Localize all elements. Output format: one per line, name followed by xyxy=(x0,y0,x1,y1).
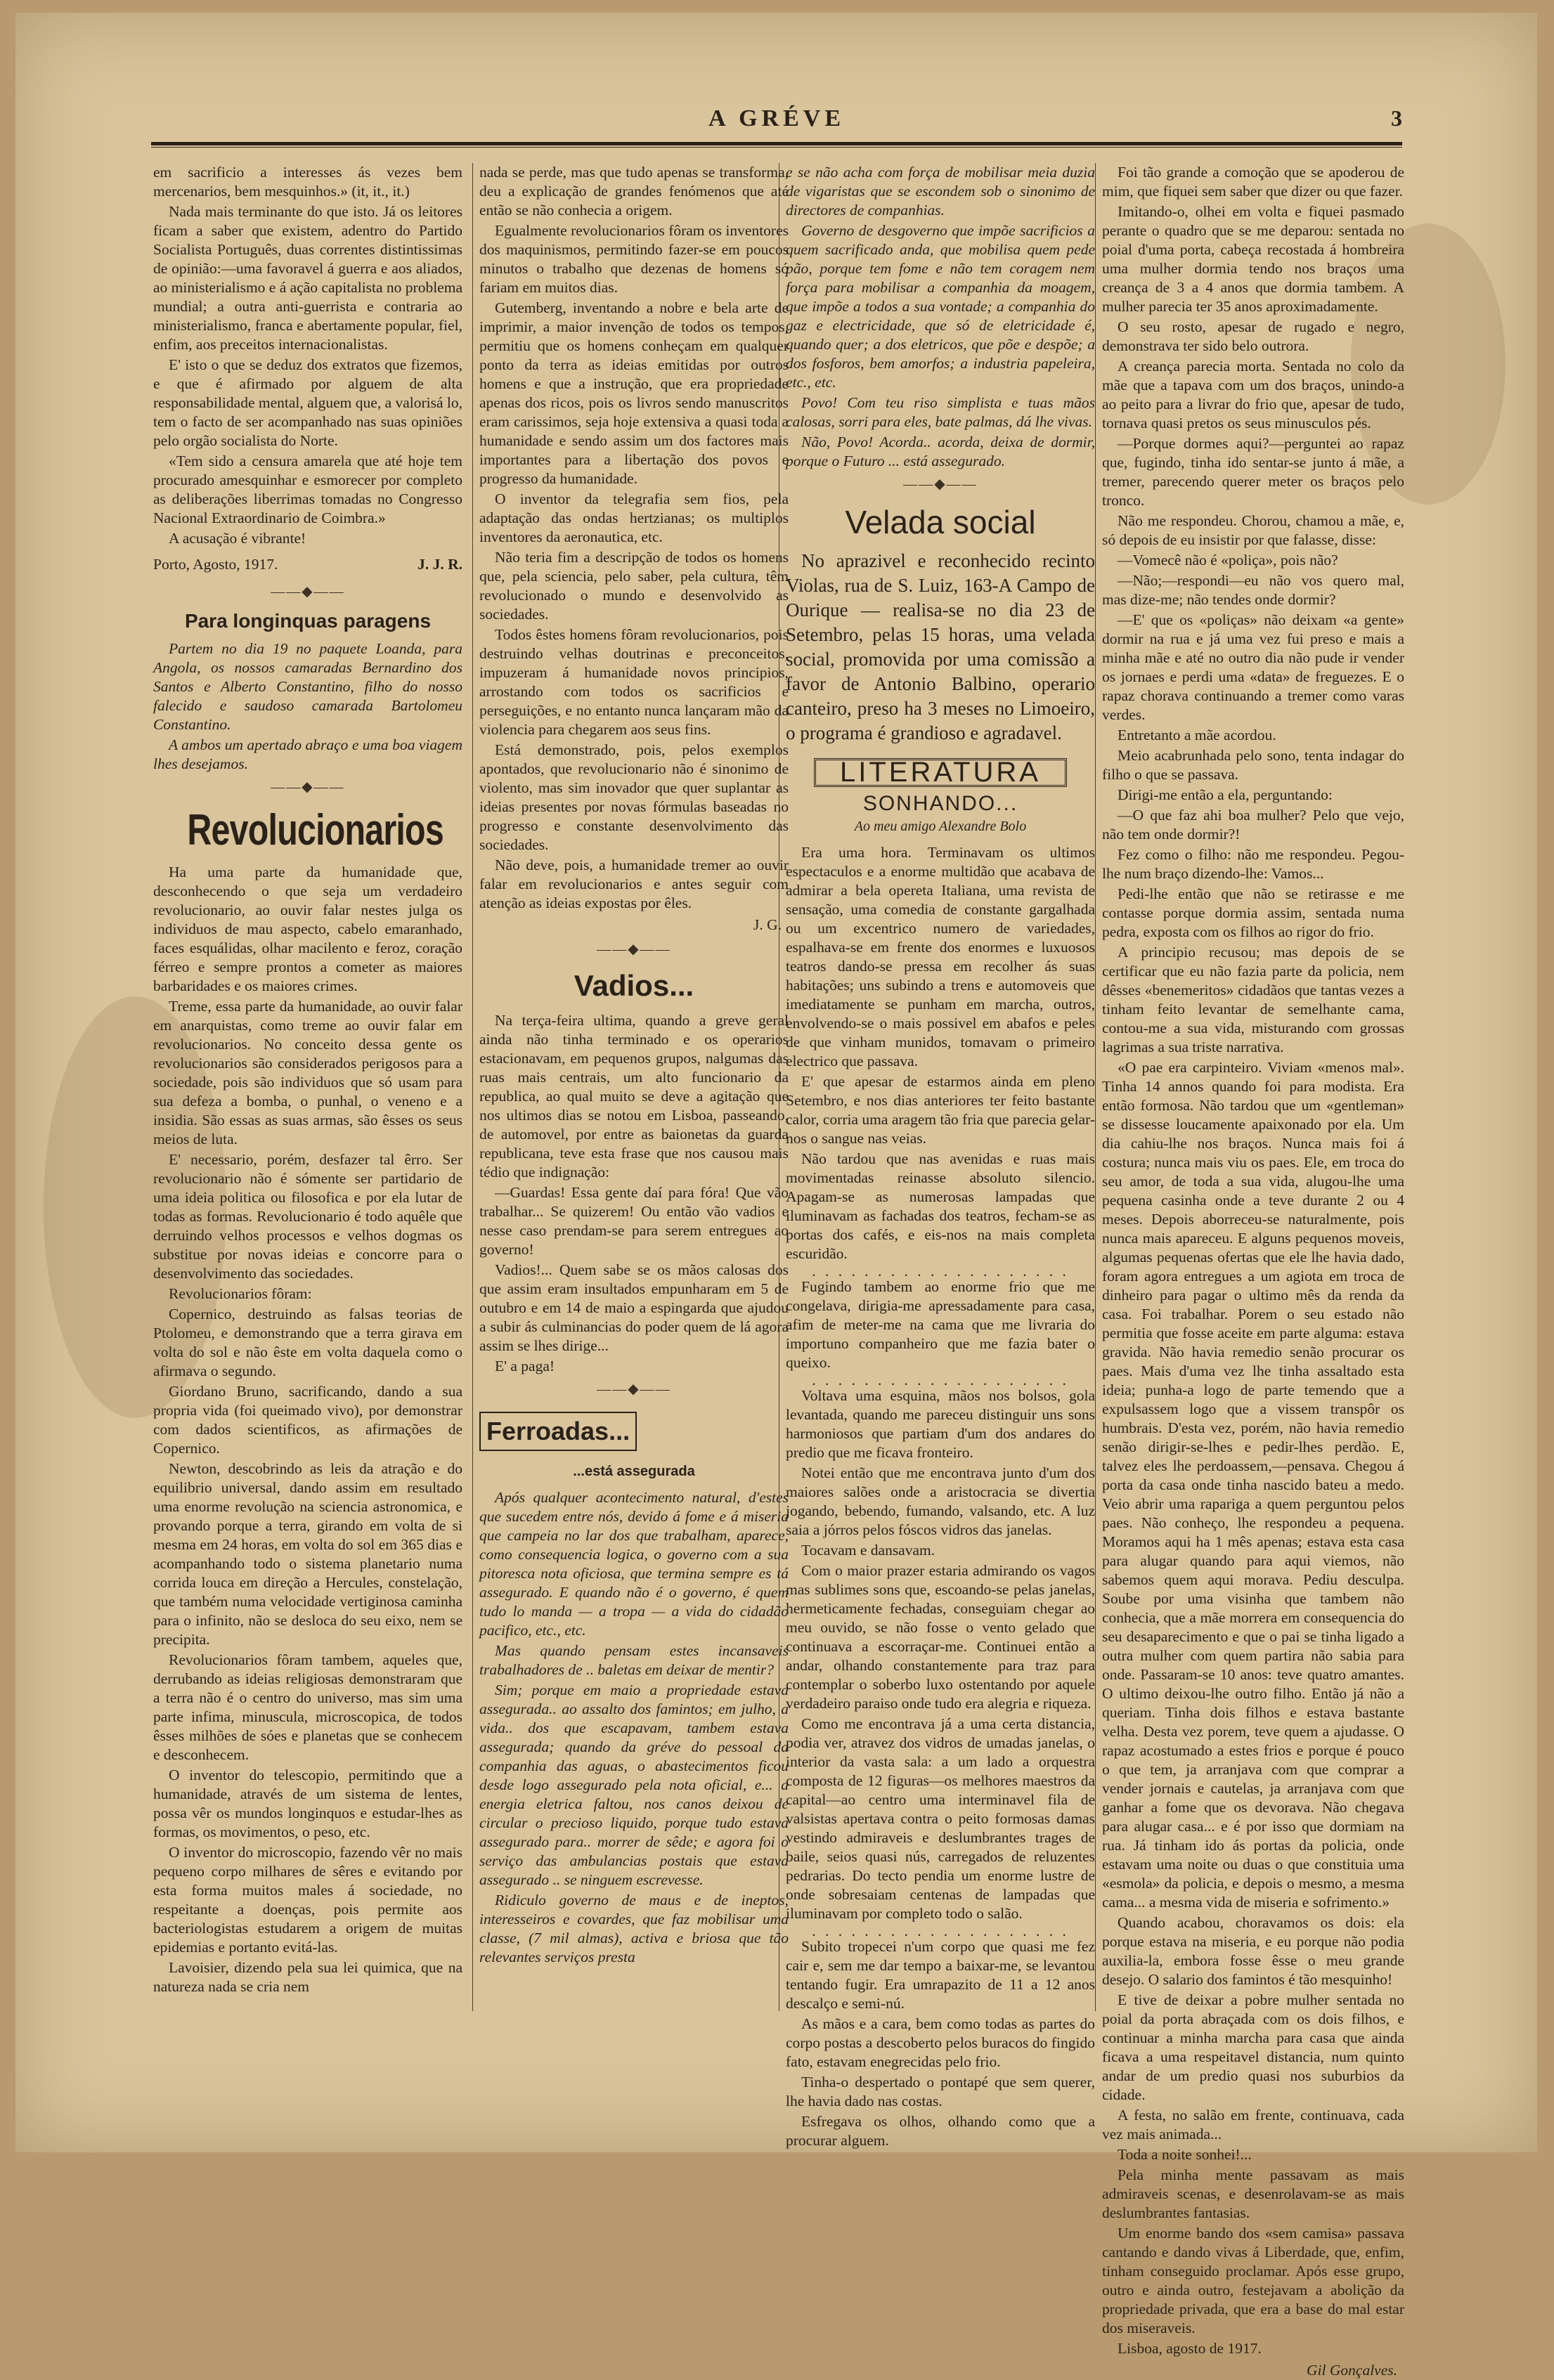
article-title: Velada social xyxy=(845,504,1036,540)
divider-ornament: ——◆—— xyxy=(271,779,345,795)
paragraph: Notei então que me encontrava junto d'um dos maiores salões onde a aristocracia se divertia jogando, bebendo, fumando, valsando, etc. A luz saia a jórros pelos fóscos vidros das janelas. xyxy=(786,1464,1095,1538)
paragraph: Após qualquer acontecimento natural, d'estes que sucedem entre nós, devido á fome e á miseria que campeia no lar dos que trabalham, aparece, como consequencia logica, o governo com a sua pitoresca nota oficiosa, que termina sempre es tá assegurado. E quando não é o governo, é quem tudo lo manda — a tropa — a vida do cidadão pacifico, etc., etc. xyxy=(479,1489,789,1639)
divider-ornament: ——◆—— xyxy=(597,942,671,957)
article-title: Revolucionarios xyxy=(187,806,443,854)
column-divider xyxy=(472,163,473,2011)
ferroadas-heading-wrap xyxy=(479,1403,789,1458)
signature-place: Porto, Agosto, 1917. xyxy=(153,556,278,573)
article-title: Ferroadas... xyxy=(479,1412,637,1451)
article-title: Vadios... xyxy=(574,969,694,1002)
paragraph: Pedi-lhe então que não se retirasse e me contasse porque dormia assim, sentada numa pedra, exposta com os filhos ao rigor do frio. xyxy=(1102,885,1404,940)
paragraph: A creança parecia morta. Sentada no colo da mãe que a tapava com um dos braços, unindo-a ao peito para a livrar do frio que, apesar de tudo, tornava quasi pretos os seus minusculos pés. xyxy=(1102,358,1404,431)
paragraph: Treme, essa parte da humanidade, ao ouvir falar em anarquistas, como treme ao ouvir falar em revolucionarios. No conceito dessa gente os revolucionarios são considerados perigosos para a sociedade, pois são individuos que só usam para sua defeza a bomba, o punhal, o veneno e a insidia. São essas as suas armas, são êsses os seus meios de luta. xyxy=(153,998,462,1147)
paragraph: E' necessario, porém, desfazer tal êrro. Ser revolucionario não é sómente ser partidario de uma ideia politica ou filosofica e por ela lutar de todas as formas. Revolucionario é todo aquêle que derruindo velhos processos e velhos dogmas os substitue por novas ideias e concorre para o desenvolvimento das sociedades. xyxy=(153,1151,462,1282)
paragraph: Fugindo tambem ao enorme frio que me congelava, dirigia-me apressadamente para casa, afim de meter-me na cama que me livraria do importuno companheiro que me fazia bater o queixo. xyxy=(786,1278,1095,1371)
paragraph: Na terça-feira ultima, quando a greve geral ainda não tinha terminado e os operarios estacionavam, em pequenos grupos, nalgumas das ruas mais centrais, um alto funcionario da republica, ao qual muito se deve a agitação que nos ultimos dias se notou em Lisboa, passeando, de automovel, por entre as baionetas da guarda republicana, teve esta frase que nos causou mais tédio que indignação: xyxy=(479,1012,789,1181)
paragraph: O inventor do telescopio, permitindo que a humanidade, através de um sistema de lentes, possa vêr os mundos longinquos e estudar-lhes as formas, os movimentos, o peso, etc. xyxy=(153,1767,462,1840)
paragraph: Era uma hora. Terminavam os ultimos espectaculos e a enorme multidão que acabava de admirar a bela opereta Italiana, uma revista de sensação, uma comedia de constante gargalhada ou um excentrico numero de variedades, espalhava-se em frente dos enormes e luxuosos teatros dando-se pressa em recolher ás suas habitações; uns subindo a trens e automoveis que imediatamente se punham em marcha, outros, envolvendo-se o mais possivel em abafos e peles de que vinham munidos, tomavam o primeiro electrico que passava. xyxy=(786,844,1095,1069)
paragraph: Povo! Com teu riso simplista e tuas mãos calosas, sorri para eles, bate palmas, dá lhe vivas. xyxy=(786,394,1095,430)
paragraph: Todos êstes homens fôram revolucionarios, pois destruindo velhas doutrinas e preconceitos, impuzeram á humanidade novos principios, arrostando com todos os sacrificios e perseguições, e no entanto nunca lançaram mão da violencia para chegarem aos seus fins. xyxy=(479,626,789,738)
paragraph: Não tardou que nas avenidas e ruas mais movimentadas reinasse absoluto silencio. Apagam-se as numerosas lampadas que iluminavam as fachadas dos teatros, fecham-se as portas dos cafés, e eis-nos na mais completa escuridão. xyxy=(786,1150,1095,1262)
paragraph: Meio acabrunhada pelo sono, tenta indagar do filho o que se passava. xyxy=(1102,747,1404,783)
divider-ornament: ——◆—— xyxy=(597,1381,671,1397)
paragraph: Voltava uma esquina, mãos nos bolsos, gola levantada, quando me pareceu distinguir uns sons harmoniosos que partiam d'um dos andares do predio que me ficava fronteiro. xyxy=(786,1387,1095,1461)
paragraph: Gutemberg, inventando a nobre e bela arte de imprimir, a maior invenção de todos os tempos, permitiu que os homens conheçam em qualquer ponto da terra as ideias emitidas por outros homens e que a instrução, que era propriedade apenas dos ricos, pois os livros sendo manuscritos eram carissimos, seja hoje extensiva a quasi toda a humanidade e sendo assim um dos factores mais importantes para a libertação dos povos e progresso da humanidade. xyxy=(479,299,789,487)
paragraph: —Não;—respondi—eu não vos quero mal, mas dize-me; não tendes onde dormir? xyxy=(1102,572,1404,608)
page-header xyxy=(151,105,1402,144)
paragraph: Vadios!... Quem sabe se os mãos calosas dos que assim eram insultados empunharam em 5 de outubro e em 14 de maio a espingarda que ajudou a subir ás culminancias do poder quem de lá agora assim se lhes dirige... xyxy=(479,1261,789,1354)
paragraph: —Porque dormes aqui?—perguntei ao rapaz que, fugindo, tinha ido sentar-se junto á mãe, a tremer, parecendo querer meter os braços pelo tronco. xyxy=(1102,435,1404,509)
paragraph: O inventor da telegrafia sem fios, pela adaptação das ondas hertzianas; os multiplos inventores da aeronautica, etc. xyxy=(479,490,789,545)
paragraph: Um enorme bando dos «sem camisa» passava cantando e dando vivas á Liberdade, que, enfim, tinham conseguido proclamar. Após esse grupo, outro e ainda outro, festejavam a abolição da propriedade privada, que era a base do mal estar dos miseraveis. xyxy=(1102,2225,1404,2336)
column-4 xyxy=(1102,163,1404,2379)
paragraph: Governo de desgoverno que impõe sacrificios a quem sacrificado anda, que mobilisa quem pede pão, porque tem fome e não tem coragem nem força para mobilisar a companhia da moagem, que impõe a todos a sua vontade; a companhia do gaz e electricidade, que só de eletricidade é, quando quer; a dos eletricos, que põe e despõe; a dos fosforos, bem amorfos; a industria papeleira, etc., etc. xyxy=(786,222,1095,391)
article-signature: J. G. xyxy=(753,916,782,933)
paragraph: Dirigi-me então a ela, perguntando: xyxy=(1118,786,1333,803)
column-1 xyxy=(153,163,462,2004)
paragraph: A festa, no salão em frente, continuava, cada vez mais animada... xyxy=(1102,2107,1404,2142)
paragraph: Ridiculo governo de maus e de ineptos, interesseiros e covardes, que faz mobilisar uma classe, (7 mil almas), activa e briosa que tão relevantes serviços presta xyxy=(479,1892,789,1965)
header-rule xyxy=(151,142,1402,148)
paragraph: O inventor do microscopio, fazendo vêr no mais pequeno corpo milhares de sêres e evitando por esta forma muitos males á sociedade, no respeitante a doenças, pois permite aos bacteriologistas estudarem a origem de muitas epidemias e portanto evitá-las. xyxy=(153,1844,462,1956)
paragraph: Toda a noite sonhei!... xyxy=(1118,2146,1252,2163)
article-signature: Gil Gonçalves. xyxy=(1307,2362,1397,2379)
paragraph: Quando acabou, choravamos os dois: ela porque estava na miseria, e eu porque não podia auxilia-la, embora fosse êsse o meu grande desejo. O salario dos famintos é tão mesquinho! xyxy=(1102,1914,1404,1988)
paragraph: Lisboa, agosto de 1917. xyxy=(1118,2340,1262,2357)
article-signature xyxy=(153,555,462,574)
paragraph: em sacrificio a interesses ás vezes bem mercenarios, bem mesquinhos.» (it, it., it.) xyxy=(153,164,462,200)
paragraph: «Tem sido a censura amarela que até hoje tem procurado amesquinhar e esmorecer por completo as deliberações liberrimas tomadas no Congresso Nacional Extraordinario de Coimbra.» xyxy=(153,453,462,526)
dotted-separator: . . . . . . . . . . . . . . . . . . . . xyxy=(812,1372,1069,1389)
dedication: Ao meu amigo Alexandre Bolo xyxy=(854,819,1027,834)
dotted-separator: . . . . . . . . . . . . . . . . . . . . xyxy=(812,1263,1069,1280)
article-title: SONHANDO... xyxy=(862,792,1018,815)
paragraph: A ambos um apertado abraço e uma boa viagem lhes desejamos. xyxy=(153,736,462,772)
paragraph: Newton, descobrindo as leis da atração e do equilibrio universal, dando assim em resultado uma enorme revolução na sciencia astronomica, e provando porque a terra, girando em volta de si mesma em 24 horas, em volta do sol em 365 dias e acompanhando todo o sistema planetario numa corrida louca em direção a Hercules, constelação, que também numa velocidade vertiginosa caminha para o infinito, não se desloca do seu eixo, nem se precipita. xyxy=(153,1460,462,1648)
paragraph: Nada mais terminante do que isto. Já os leitores ficam a saber que existem, adentro do Partido Socialista Português, duas correntes distintissimas de opinião:—uma favoravel á guerra e aos aliados, ao ministerialismo e á ação capitalista no problema mundial; a outra anti-guerrista e contraria ao ministerialismo, franca e abertamente popular, fiel, enfim, aos preceitos internacionalistas. xyxy=(153,203,462,353)
section-subheading: ...está assegurada xyxy=(573,1464,695,1479)
paragraph: Imitando-o, olhei em volta e fiquei pasmado perante o quadro que se me deparou: sentada no poial d'uma porta, cabeça recostada á hombreira uma mulher dormia tendo nos braços uma creança de 3 a 4 anos que dormia tambem. A mulher parecia ter 35 anos aproximadamente. xyxy=(1102,203,1404,315)
paragraph: —E' que os «poliças» não deixam «a gente» dormir na rua e já uma vez fui preso e mais a minha mãe e até no outro dia não pude ir vender os jornaes e perdi uma «data» de freguezes. E o rapaz chorava continuando a tremer como varas verdes. xyxy=(1102,611,1404,723)
signature-name: J. J. R. xyxy=(417,556,462,573)
paragraph: Tinha-o despertado o pontapé que sem querer, lhe havia dado nas costas. xyxy=(786,2074,1095,2109)
section-heading: Para longinquas paragens xyxy=(184,610,432,632)
paragraph: Sim; porque em maio a propriedade estava assegurada.. ao assalto dos famintos; em julho, a vida.. dos que escapavam, tambem estava assegurada; quando da gréve do pessoal da companhia das aguas, o abastecimentos ficou desde logo assegurado pela nota oficial, e... a energia eletrica faltou, nos canos deixou de circular o precioso liquido, porque tudo estava assegurado para.. morrer de sêde; e agora foi o serviço das ambulancias postais que estava assegurado .. se ninguem escrevesse. xyxy=(479,1682,789,1888)
paragraph: Não deve, pois, a humanidade tremer ao ouvir falar em revolucionarios e antes seguir com atenção as ideias expostas por êles. xyxy=(479,857,789,911)
column-3 xyxy=(786,163,1095,2149)
column-divider xyxy=(1095,163,1096,2011)
paragraph: Tocavam e dansavam. xyxy=(801,1542,935,1559)
dotted-separator: . . . . . . . . . . . . . . . . . . . . xyxy=(812,1923,1069,1939)
paragraph: E' a paga! xyxy=(495,1358,555,1374)
paragraph: «O pae era carpinteiro. Viviam «menos mal». Tinha 14 annos quando foi para modista. Era então formosa. Não tardou que um «gentleman» se dissesse loucamente apaixonado por ela. Um dia cahiu-lhe nos braços. Nunca mais foi á costura; nunca mais viu os paes. Ele, em troca do seu amor, de toda a sua vida, alugou-lhe uma pequena casinha onde a teve durante 2 ou 4 meses. Depois aborreceu-se naturalmente, pois nunca mais apareceu. E alguns pequenos moveis, algumas pequenas ofertas que ele lhe havia dado, foram agora entregues a um agiota em troca de dinheiro para pagar o ultimo mês da renda da casa. Foi trabalhar. Porem o seu estado não permitia que fosse aceite em parte alguma: estava gravida. Não havia remedio senão procurar os paes. Mais d'uma vez lhe tinha assaltado esta ideia; punha-a logo de parte temendo que a expulsassem logo que a vissem transpôr os humbrais. D'esta vez, porém, não havia remedio senão dirigir-se-lhes e pedir-lhes perdão. E, talvez eles lhe perdoassem,—pensava. Chegou á porta da casa onde tinha nascido bateu a medo. Veio abrir uma rapariga a quem perguntou pelos paes. Não conheço, lhe respondeu a pequena. Moramos aqui ha 1 mês apenas; estava esta casa para alugar quando para aqui viemos, não sabemos quem aqui morava. Pediu desculpa. Soube por uma visinha que tambem não conhecia, que a mãe morrera em consequencia do seu desaparecimento e que o pai se tinha ligado a outra mulher com quem partira não sabia para onde. Passaram-se 10 anos: teve quatro amantes. O ultimo deixou-lhe outro filho. Então já não a queriam. Tinha dois filhos e estava bastante velha. Desta vez porem, teve quem a ajudasse. O rapaz acostumado a estes frios e porque é pouco o que tem, ja arranjava com que comprar a vender jornais e cautelas, ja arranjava com que ganhar a fome que os devorava. Não chegava para alugar casa... e é por isso que dormiam na rua. Já tinham ido ás portas da policia, onde estavam uma noite ou duas o que constituia uma «esmola» da policia, e depois o mesmo, a mesma cama... a mesma vida de miseria e sofrimento.» xyxy=(1102,1059,1404,1911)
paragraph: E tive de deixar a pobre mulher sentada no poial da porta abraçada com os dois filhos, e continuar a minha marcha para casa que ainda ficava a uma respeitavel distancia, num quinto andar de um predio quasi nos suburbios da cidade. xyxy=(1102,1991,1404,2103)
paragraph: —Vomecê não é «poliça», pois não? xyxy=(1118,552,1338,568)
section-banner: LITERATURA xyxy=(814,758,1067,787)
paragraph: Egualmente revolucionarios fôram os inventores dos maquinismos, permitindo fazer-se em poucos minutos o trabalho que dezenas de homens só fariam em muitos dias. xyxy=(479,222,789,296)
paragraph: e se não acha com força de mobilisar meia duzia de vigaristas que se escondem sob o sinonimo de directores de companhias. xyxy=(786,164,1095,219)
paragraph: E' que apesar de estarmos ainda em pleno Setembro, e nos dias anteriores ter feito bastante calor, corria uma aragem tão fria que parecia gelar-nos o sangue nas veias. xyxy=(786,1073,1095,1147)
page-number: 3 xyxy=(1391,105,1402,131)
paragraph: Está demonstrado, pois, pelos exemplos apontados, que revolucionario não é sinonimo de violento, mas sim inovador que quer suplantar as ideias presentes por novas fórmulas baseadas no progresso e constante desenvolvimento das sociedades. xyxy=(479,741,789,853)
paragraph: A acusação é vibrante! xyxy=(169,530,306,547)
paragraph: Pela minha mente passavam as mais admiraveis scenas, e desenrolavam-se as mais deslumbrantes fantasias. xyxy=(1102,2166,1404,2221)
paragraph: No aprazivel e reconhecido recinto Violas, rua de S. Luiz, 163-A Campo de Ourique — realisa-se no dia 23 de Setembro, pelas 15 horas, uma velada social, promovida por uma comissão a favor de Antonio Balbino, operario canteiro, preso ha 3 meses no Limoeiro, o programa é grandioso e agradavel. xyxy=(786,550,1095,743)
paragraph: O seu rosto, apesar de rugado e negro, demonstrava ter sido belo outrora. xyxy=(1102,318,1404,354)
paragraph: Giordano Bruno, sacrificando, dando a sua propria vida (foi queimado vivo), por demonstrar com dados scientificos, as afirmações de Copernico. xyxy=(153,1383,462,1457)
masthead: A GRÉVE xyxy=(708,105,846,131)
paragraph: E' isto o que se deduz dos extratos que fizemos, e que é afirmado por alguem de alta responsabilidade mental, alguem que, a valorisá lo, tem o facto de ser acompanhado nas suas opiniões pelo orgão socialista do Norte. xyxy=(153,356,463,449)
paragraph: A principio recusou; mas depois de se certificar que eu não fazia parte da policia, nem dêsses «benemeritos» cidadãos que tantas vezes a tinham feito levantar de semelhante cama, contou-me a sua vida, misturando com grossas lagrimas a sua triste narrativa. xyxy=(1102,944,1404,1055)
paragraph: Esfregava os olhos, olhando como que a procurar alguem. xyxy=(786,2113,1095,2149)
divider-ornament: ——◆—— xyxy=(271,584,345,599)
paragraph: Subito tropecei n'um corpo que quasi me fez cair e, sem me dar tempo a baixar-me, se levantou tentando fugir. Era umrapazito de 11 a 12 anos descalço e semi-nú. xyxy=(786,1938,1095,2012)
paragraph: As mãos e a cara, bem como todas as partes do corpo postas a descoberto pelos buracos do fingido fato, estavam enegrecidas pelo frio. xyxy=(786,2015,1095,2070)
column-2 xyxy=(479,163,789,2011)
paragraph: Partem no dia 19 no paquete Loanda, para Angola, os nossos camaradas Bernardino dos Santos e Alberto Constantino, filho do nosso falecido e saudoso camarada Bartolomeu Constantino. xyxy=(153,640,462,733)
paragraph: Mas quando pensam estes incansaveis trabalhadores de .. baletas em deixar de mentir? xyxy=(479,1642,789,1678)
paragraph: Não teria fim a descripção de todos os homens que, pela sciencia, pelo saber, pela cultura, têm revolucionado o mundo e desenvolvido as sociedades. xyxy=(479,549,789,623)
paragraph: Ha uma parte da humanidade que, desconhecendo o que seja um verdadeiro revolucionario, ao ouvir falar nestes julga os individuos de mau aspecto, cabelo emaranhado, faces esquálidas, olhar macilento e feroz, coração férreo e sempre prontos a cometer as maiores barbaridades e os maiores crimes. xyxy=(153,864,462,994)
paragraph: Não, Povo! Acorda.. acorda, deixa de dormir, porque o Futuro ... está assegurado. xyxy=(786,434,1095,469)
paragraph: —Guardas! Essa gente daí para fóra! Que vão trabalhar... Se quizerem! Ou então vão vadios e nesse caso prendam-se para serem entregues ao governo! xyxy=(479,1184,789,1258)
paragraph: Entretanto a mãe acordou. xyxy=(1118,727,1276,743)
paragraph: —O que faz ahi boa mulher? Pelo que vejo, não tem onde dormir?! xyxy=(1102,807,1404,843)
divider-ornament: ——◆—— xyxy=(903,476,978,492)
paragraph: Foi tão grande a comoção que se apoderou de mim, que fiquei sem saber que dizer ou que fazer. xyxy=(1102,164,1404,200)
paragraph: Como me encontrava já a uma certa distancia, podia ver, atravez dos vidros de umadas janelas, o interior da vasta sala: a um lado a orquestra composta de 12 figuras—os melhores maestros da capital—ao centro uma interminavel fila de valsistas apertava contra o peito formosas damas vestindo admiraveis e deslumbrantes trages de baile, seios quasi nús, carregados de reluzentes pedrarias. Do tecto pendia um enorme lustre de onde sobresaiam centenas de lampadas que iluminavam por completo todo o salão. xyxy=(786,1715,1095,1922)
paragraph: Não me respondeu. Chorou, chamou a mãe, e, só depois de eu insistir por que falasse, disse: xyxy=(1102,512,1404,548)
paragraph: Fez como o filho: não me respondeu. Pegou-lhe num braço dizendo-lhe: Vamos... xyxy=(1102,846,1404,882)
paragraph: Copernico, destruindo as falsas teorias de Ptolomeu, e demonstrando que a terra girava em volta do sol e não êste em volta daquela como o afirmava o segundo. xyxy=(153,1306,462,1379)
paragraph: nada se perde, mas que tudo apenas se transforma, deu a explicação de grandes fenómenos que até então se não conhecia a origem. xyxy=(479,164,789,219)
paragraph: Com o maior prazer estaria admirando os vagos mas sublimes sons que, escoando-se pelas janelas, hermeticamente fechadas, conseguiam chegar ao meu ouvido, se não fosse o vento gelado que continuava a escorraçar-me. Continuei então a andar, olhando constantemente para traz para contemplar o soberbo luxo ostentando por aquele verdadeiro paraiso onde tudo era alegria e riqueza. xyxy=(786,1562,1095,1712)
paragraph: Revolucionarios fôram tambem, aqueles que, derrubando as ideias religiosas demonstraram que a terra não é o centro do universo, mas sim uma parte infima, minuscula, microscopica, de todos êsses milhões de sóes e planetas que se conhecem e desconhecem. xyxy=(153,1651,462,1763)
paragraph: Lavoisier, dizendo pela sua lei quimica, que na natureza nada se cria nem xyxy=(153,1959,462,1995)
paragraph: Revolucionarios fôram: xyxy=(169,1285,312,1302)
